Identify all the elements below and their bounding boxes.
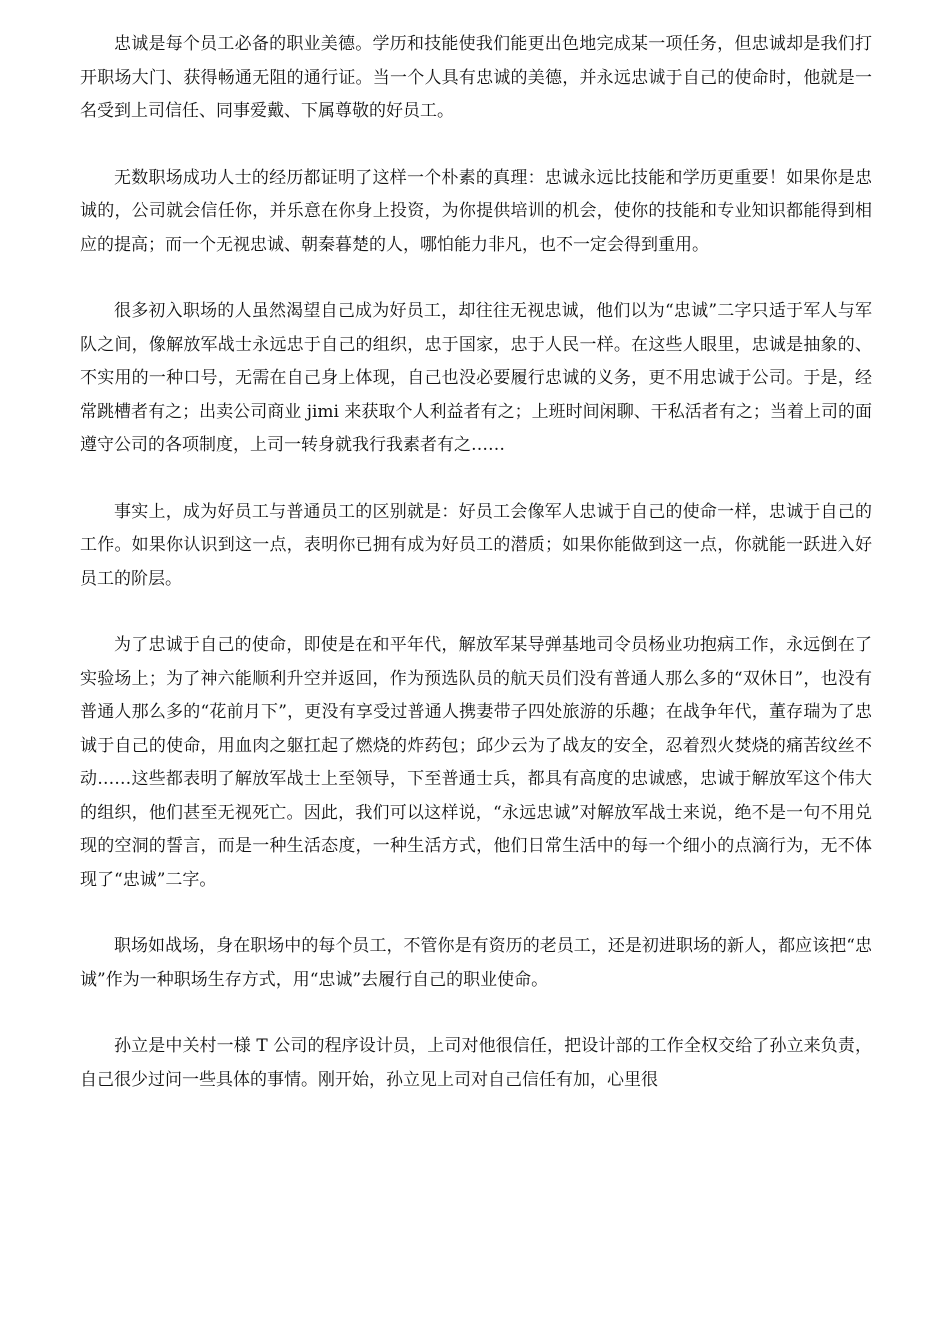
paragraph-loyalty-virtue: 忠诚是每个员工必备的职业美德。学历和技能使我们能更出色地完成某一项任务，但忠诚却是我们打开职场大门、获得畅通无阻的通行证。当一个人具有忠诚的美德，并永远忠诚于自己的使命时，他就是一名受到上司信任、同事爱戴、下属尊敬的好员工。 bbox=[80, 34, 872, 121]
document-body bbox=[80, 28, 872, 1097]
paragraph-good-vs-ordinary-employee: 事实上，成为好员工与普通员工的区别就是：好员工会像军人忠诚于自己的使命一样，忠诚于自己的工作。如果你认识到这一点，表明你已拥有成为好员工的潜质；如果你能做到这一点，你就能一跃进入好员工的阶层。 bbox=[80, 501, 872, 589]
paragraph-workplace-battlefield: 职场如战场，身在职场中的每个员工，不管你是有资历的老员工，还是初进职场的新人，都应该把“忠诚”作为一种职场生存方式，用“忠诚”去履行自己的职业使命。 bbox=[80, 936, 872, 990]
paragraph-sun-li-story: 孙立是中关村一様 T 公司的程序设计员，上司对他很信任，把设计部的工作全权交给了孙立来负责，自己很少过问一些具体的事情。刚开始，孙立见上司对自己信任有加，心里很 bbox=[80, 1036, 872, 1090]
paragraph-loyalty-truth: 无数职场成功人士的经历都证明了这样一个朴素的真理：忠诚永远比技能和学历更重要！如果你是忠诚的，公司就会信任你，并乐意在你身上投资，为你提供培训的机会，使你的技能和专业知识都能得到相应的提高；而一个无视忠诚、朝秦暮楚的人，哪怕能力非凡，也不一定会得到重用。 bbox=[80, 167, 872, 255]
paragraph-army-examples: 为了忠诚于自己的使命，即使是在和平年代，解放军某导弹基地司令员杨业功抱病工作，永远倒在了实验场上；为了神六能顺利升空并返回，作为预选队员的航天员们没有普通人那么多的“双休日”，也没有普通人那么多的“花前月下”，更没有享受过普通人携妻带子四处旅游的乐趣；在战争年代，董存瑞为了忠诚于自己的使命，用血肉之躯扛起了燃烧的炸药包；邱少云为了战友的安全，忍着烈火焚烧的痛苦纹丝不动……这些都表明了解放军战士上至领导，下至普通士兵，都具有高度的忠诚感，忠诚于解放军这个伟大的组织，他们甚至无视死亡。因此，我们可以这样说，“永远忠诚”对解放军战士来说，绝不是一句不用兑现的空洞的誓言，而是一种生活态度，一种生活方式，他们日常生活中的每一个细小的点滴行为，无不体现了“忠诚”二字。 bbox=[80, 635, 872, 890]
paragraph-newcomers-ignore-loyalty: 很多初入职场的人虽然渴望自己成为好员工，却往往无视忠诚，他们以为“忠诚”二字只适于军人与军队之间，像解放军战士永远忠于自己的组织，忠于国家，忠于人民一样。在这些人眼里，忠诚是抽象的、不实用的一种口号，无需在自己身上体现，自己也没必要履行忠诚的义务，更不用忠诚于公司。于是，经常跳槽者有之；出卖公司商业 jimi 来获取个人利益者有之；上班时间闲聊、干私活者有之；当着上司的面遵守公司的各项制度，上司一转身就我行我素者有之…… bbox=[80, 301, 872, 455]
